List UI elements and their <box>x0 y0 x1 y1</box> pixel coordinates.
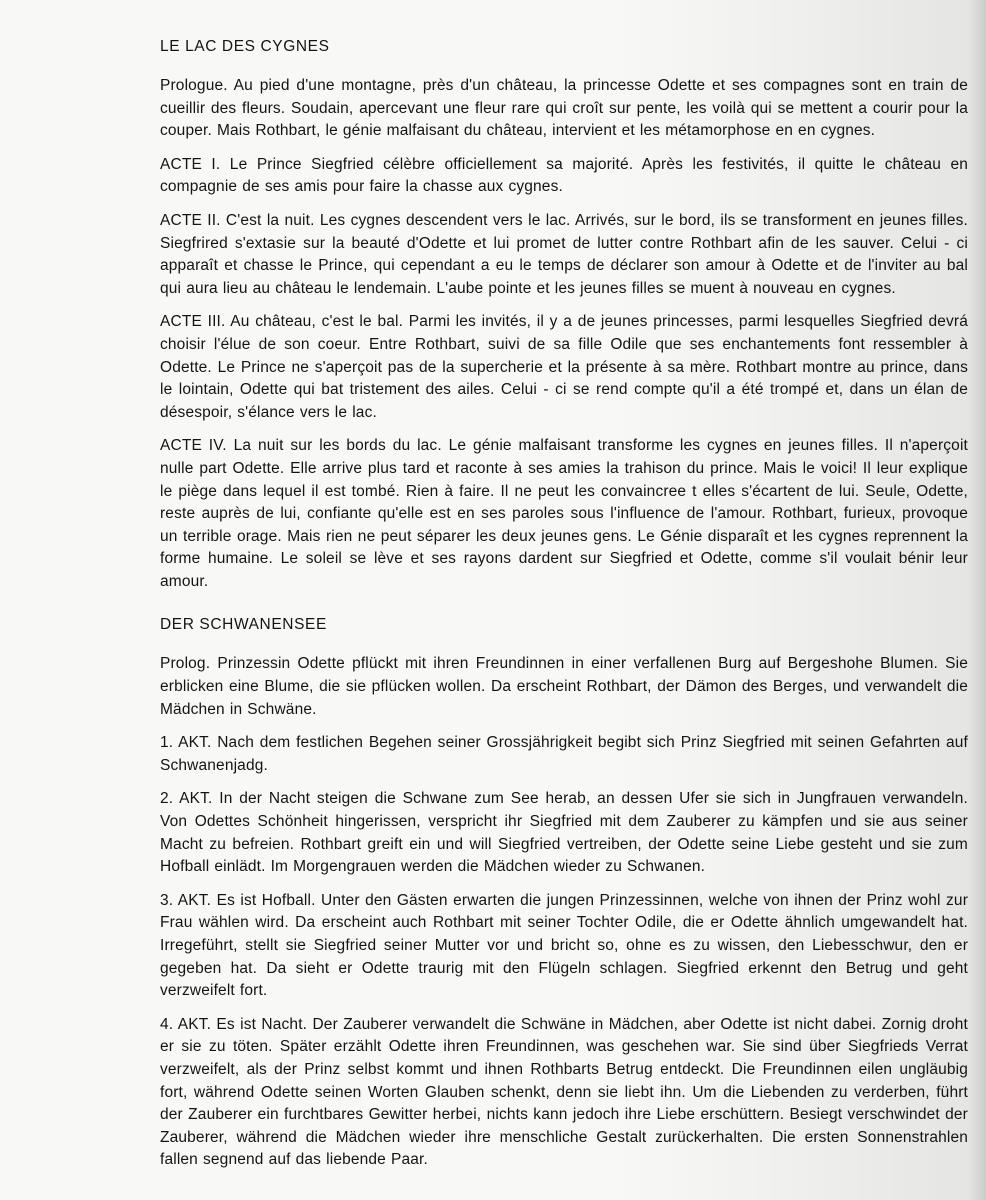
section-spacer <box>160 604 968 614</box>
paragraph-french-acte-2: ACTE II. C'est la nuit. Les cygnes descendent vers le lac. Arrivés, sur le bord, ils se transforment en jeunes filles. Siegfrired s'extasie sur la beauté d'Odette et lui promet de lutter contre Rothbart afin de les sauver. Celui - ci apparaît et chasse le Prince, qui cependant a eu le temps de déclarer son amour à Odette et de l'inviter au bal qui aura lieu au château le lendemain. L'aube pointe et les jeunes filles se muent à nouveau en cygnes. <box>160 211 968 297</box>
paragraph-german-akt-2: 2. AKT. In der Nacht steigen die Schwane zum See herab, an dessen Ufer sie sich in Jungfrauen verwandeln. Von Odettes Schönheit hingerissen, verspricht ihr Siegfried mit dem Zauberer zu kämpfen und sie aus seiner Macht zu befreien. Rothbart greift ein und will Siegfried vertreiben, der Odette seine Liebe gesteht und sie zum Hofball einlädt. Im Morgengrauen werden die Mädchen wieder zu Schwanen. <box>160 790 968 876</box>
paragraph-french-acte-1: ACTE I. Le Prince Siegfried célèbre officiellement sa majorité. Après les festivités, il quitte le château en compagnie de ses amis pour faire la chasse aux cygnes. <box>160 155 968 196</box>
page-content <box>160 36 968 1183</box>
paragraph-french-prologue: Prologue. Au pied d'une montagne, près d'un château, la princesse Odette et ses compagnes sont en train de cueillir des fleurs. Soudain, apercevant une fleur rare qui croît sur pente, les voilà qui se mettent a courir pour la couper. Mais Rothbart, le génie malfaisant du château, intervient et les métamorphose en en cygnes. <box>160 77 968 140</box>
paragraph-french-acte-4: ACTE IV. La nuit sur les bords du lac. Le génie malfaisant transforme les cygnes en jeunes filles. Il n'aperçoit nulle part Odette. Elle arrive plus tard et raconte à ses amies la trahison du prince. Mais le voici! Il leur explique le piège dans lequel il est tombé. Rien à faire. Il ne peut les convaincree t elles s'écartent de lui. Seule, Odette, reste auprès de lui, confiante qu'elle est en ses paroles sous l'influence de l'amour. Rothbart, furieux, provoque un terrible orage. Mais rien ne peut séparer les deux jeunes gens. Le Génie disparaît et les cygnes reprennent la forme humaine. Le soleil se lève et ses rayons dardent sur Siegfried et Odette, comme s'il voulait bénir leur amour. <box>160 437 968 590</box>
paragraph-german-akt-3: 3. AKT. Es ist Hofball. Unter den Gästen erwarten die jungen Prinzessinnen, welche von ihnen der Prinz wohl zur Frau wählen wird. Da erscheint auch Rothbart mit seiner Tochter Odile, die er Odette ähnlich umgewandelt hat. Irregeführt, stellt sie Siegfried seiner Mutter vor und bricht so, ohne es zu wissen, den Liebesschwur, den er gegeben hat. Da sieht er Odette traurig mit den Flügeln schlagen. Siegfried erkennt den Betrug und geht verzweifelt fort. <box>160 891 968 1000</box>
paragraph-german-akt-1: 1. AKT. Nach dem festlichen Begehen seiner Grossjährigkeit begibt sich Prinz Siegfried mit seinen Gefahrten auf Schwanenjadg. <box>160 734 968 774</box>
paragraph-german-akt-4: 4. AKT. Es ist Nacht. Der Zauberer verwandelt die Schwäne in Mädchen, aber Odette ist nicht dabei. Zornig droht er sie zu töten. Später erzählt Odette ihren Freundinnen, was geschehen war. Sie sind über Siegfrieds Verrat verzweifelt, als der Prinz selbst kommt und ihnen Rothbarts Betrug entdeckt. Die Freundinnen eilen ungläubig fort, während Odette seinen Worten Glauben schenkt, denn sie liebt ihn. Um die Liebenden zu verderben, führt der Zauberer ein furchtbares Gewitter herbei, nichts kann jedoch ihre Liebe erschüttern. Besiegt verschwindet der Zauberer, während die Mädchen wieder ihre menschliche Gestalt zurückerhalten. Die ersten Sonnenstrahlen fallen segnend auf das liebende Paar. <box>160 1015 968 1169</box>
paragraph-french-acte-3: ACTE III. Au château, c'est le bal. Parmi les invités, il y a de jeunes princesses, parmi lesquelles Siegfried devrá choisir l'élue de son coeur. Entre Rothbart, suivi de sa fille Odile que ses enchantements font ressembler à Odette. Le Prince ne s'aperçoit pas de la supercherie et la présente à sa mère. Rothbart montre au prince, dans le lointain, Odette qui bat tristement des ailes. Celui - ci se rend compte qu'il a été trompé et, dans un élan de désespoir, s'élance vers le lac. <box>160 313 968 421</box>
section-heading-french: LE LAC DES CYGNES <box>160 38 330 55</box>
paragraph-german-prolog: Prolog. Prinzessin Odette pflückt mit ihren Freundinnen in einer verfallenen Burg auf Bergeshohe Blumen. Sie erblicken eine Blume, die sie pflücken wollen. Da erscheint Rothbart, der Dämon des Berges, und verwandelt die Mädchen in Schwäne. <box>160 655 968 718</box>
section-heading-german: DER SCHWANENSEE <box>160 616 327 634</box>
scan-edge-shadow <box>968 0 986 1200</box>
